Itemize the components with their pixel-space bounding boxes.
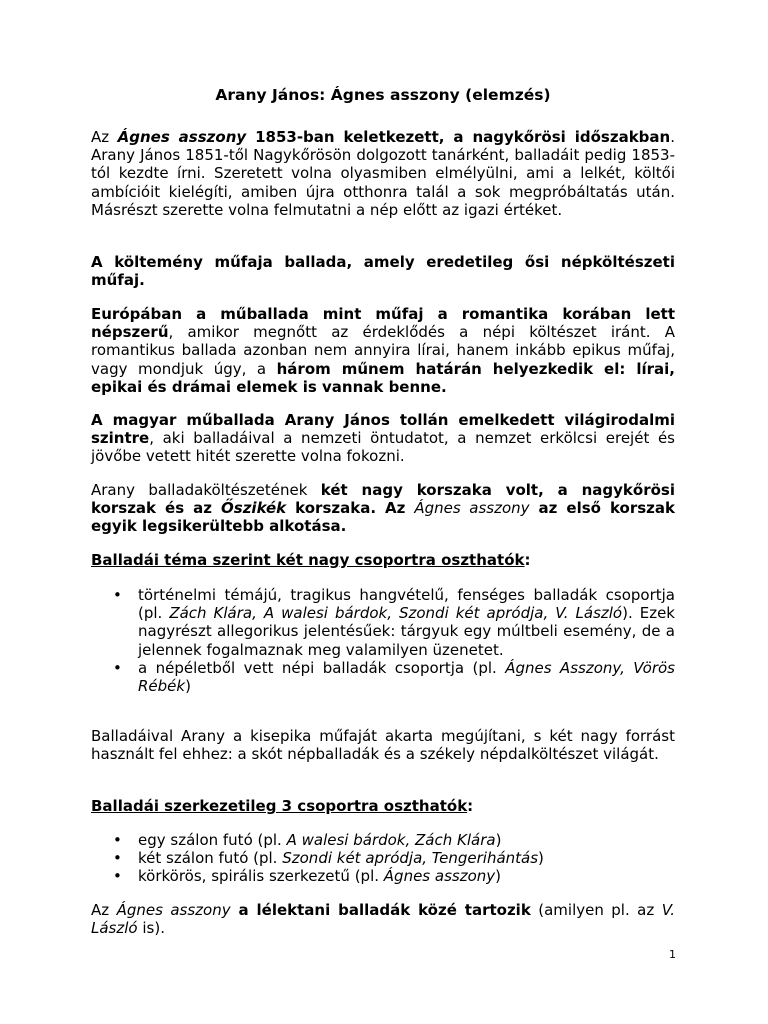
heading-theme-groups xyxy=(91,551,675,569)
text-span: (amilyen pl. az xyxy=(530,901,662,919)
text-span-bold: korszaka. Az xyxy=(286,499,415,518)
work-title: Ágnes asszony xyxy=(414,499,530,518)
work-titles: Ágnes asszony xyxy=(383,867,496,886)
text-span-bold: Európában a műballada mint műfaj a romantika korában lett népszerű xyxy=(91,305,675,342)
work-title: Ágnes asszony xyxy=(117,128,247,146)
paragraph-origin xyxy=(91,128,675,219)
text-span-bold: A magyar műballada Arany János tollán emelkedett világirodalmi szintre xyxy=(91,411,675,448)
work-title: V. László xyxy=(91,901,675,938)
paragraph-hungarian-ballad xyxy=(91,411,675,466)
document-title: Arany János: Ágnes asszony (elemzés) xyxy=(215,86,551,104)
work-title: Ágnes asszony xyxy=(116,901,231,919)
paragraph-sources xyxy=(91,727,675,763)
bullet-icon: • xyxy=(113,586,122,604)
text-span-bold: A költemény műfaja ballada, amely eredetileg ősi népköltészeti műfaj. xyxy=(91,253,675,290)
structure-list xyxy=(91,831,675,886)
paragraph-psychological xyxy=(91,901,675,937)
text-span: Arany balladaköltészetének xyxy=(91,481,321,499)
bullet-icon: • xyxy=(113,658,122,677)
text-span-bold: az első korszak egyik legsikerültebb alkotása. xyxy=(91,499,676,536)
text-span: ) xyxy=(185,677,191,696)
list-item xyxy=(91,659,675,695)
heading-structure-groups xyxy=(91,797,675,815)
bullet-icon: • xyxy=(113,849,122,868)
text-span: a népéletből vett népi balladák csoportja (pl. xyxy=(138,658,506,677)
work-titles: Ágnes Asszony, Vörös Rébék xyxy=(138,658,675,696)
text-span: ) xyxy=(538,849,544,868)
text-span-bold: két nagy korszaka volt, a nagykőrösi korszak és az xyxy=(91,481,675,518)
text-span: ). Ezek nagyrészt allegorikus jelentésűek: tárgyuk egy múltbeli esemény, de a jelennek fogalmaznak meg valamilyen üzenetet. xyxy=(138,604,675,659)
bullet-icon: • xyxy=(113,867,122,886)
heading-colon: : xyxy=(467,797,474,815)
page-number: 1 xyxy=(669,948,676,961)
list-item xyxy=(91,867,675,885)
work-titles: Szondi két apródja, Tengerihántás xyxy=(282,849,539,868)
text-span: ) xyxy=(495,867,501,886)
paragraph-genre xyxy=(91,253,675,289)
section-heading: Balladái szerkezetileg 3 csoportra oszthatók xyxy=(91,797,468,815)
text-span-bold: három műnem határán helyezkedik el: lírai, epikai és drámai elemek is vannak benne. xyxy=(91,359,675,396)
heading-colon: : xyxy=(524,551,531,569)
text-span: ) xyxy=(495,831,502,849)
text-span: Balladáival Arany a kisepika műfaját akarta megújítani, s két nagy forrást használt fel ehhez: a skót népballadák és a székely népdalköltészet világát. xyxy=(91,727,675,764)
text-span-bold: a lélektani balladák közé tartozik xyxy=(230,901,531,919)
text-span: egy szálon futó (pl. xyxy=(138,831,287,849)
list-item xyxy=(91,849,675,867)
text-span: történelmi témájú, tragikus hangvételű, fenséges balladák csoportja (pl. xyxy=(138,586,675,623)
text-span: körkörös, spirális szerkezetű (pl. xyxy=(138,867,384,886)
text-span: két szálon futó (pl. xyxy=(138,849,283,868)
text-span-bold: 1853-ban keletkezett, a nagykőrösi időszakban xyxy=(246,128,671,146)
work-title: Őszikék xyxy=(221,499,287,518)
text-span: . Arany János 1851-től Nagykőrösön dolgozott tanárként, balladáit pedig 1853-tól kezdte írni. Szeretett volna olyasmiben elmélyülni, ami a lelkét, költői ambícióit kielégíti, amiben újra otthonra talál a sok megpróbáltatás után. Másrészt szerette volna felmutatni a nép előtt az igazi értéket. xyxy=(91,128,675,219)
theme-list xyxy=(91,586,675,695)
text-span: , aki balladáival a nemzeti öntudatot, a nemzet erkölcsi erejét és jövőbe vetett hitét szerette volna fokozni. xyxy=(91,429,675,466)
work-titles: Zách Klára, A walesi bárdok, Szondi két apródja, V. László xyxy=(169,604,623,623)
text-span: , amikor megnőtt az érdeklődés a népi költészet iránt. A romantikus ballada azonban nem annyira lírai, hanem inkább epikus műfaj, vagy mondjuk úgy, a xyxy=(91,323,675,378)
text-span: is). xyxy=(137,919,165,938)
text-span: Az xyxy=(91,128,118,146)
section-heading: Balladái téma szerint két nagy csoportra oszthatók xyxy=(91,551,525,569)
list-item xyxy=(91,586,675,659)
bullet-icon: • xyxy=(113,831,122,849)
paragraph-romanticism xyxy=(91,305,675,396)
work-titles: A walesi bárdok, Zách Klára xyxy=(286,831,496,849)
text-span: Az xyxy=(91,901,117,919)
paragraph-periods xyxy=(91,481,675,536)
list-item xyxy=(91,831,675,849)
